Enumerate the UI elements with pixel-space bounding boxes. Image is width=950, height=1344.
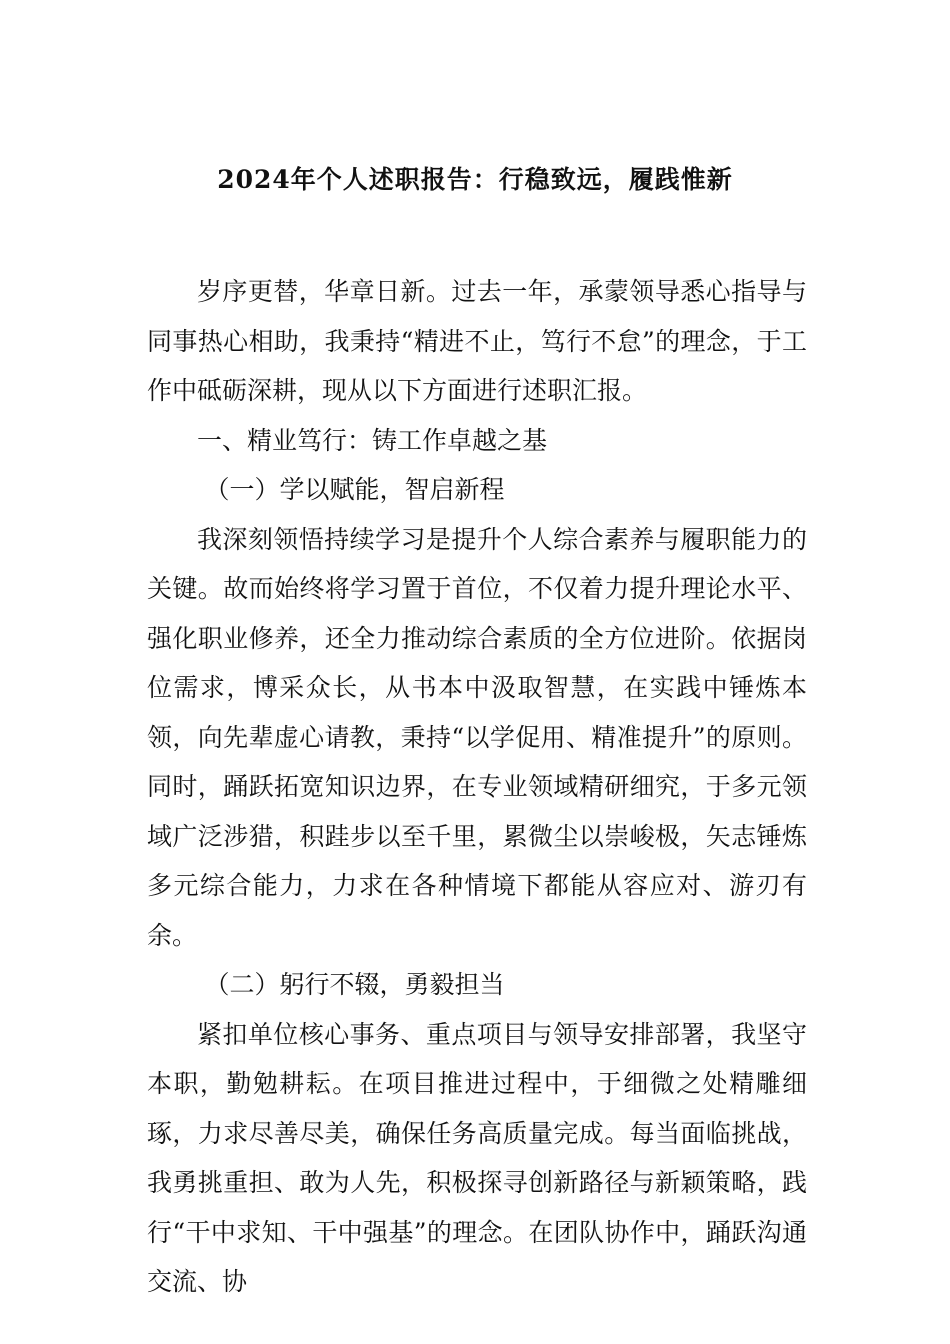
document-title: 2024年个人述职报告：行稳致远，履践惟新 xyxy=(217,165,733,194)
paragraph-intro: 岁序更替，华章日新。过去一年，承蒙领导悉心指导与同事热心相助，我秉持“精进不止，笃行不怠”的理念，于工作中砥砺深耕，现从以下方面进行述职汇报。 xyxy=(147,277,807,405)
subsection-heading-1-2: （二）躬行不辍，勇毅担当 xyxy=(204,970,505,999)
paragraph-learning: 我深刻领悟持续学习是提升个人综合素养与履职能力的关键。故而始终将学习置于首位，不仅着力提升理论水平、强化职业修养，还全力推动综合素质的全方位进阶。依据岗位需求，博采众长，从书本中汲取智慧，在实践中锤炼本领，向先辈虚心请教，秉持“以学促用、精准提升”的原则。同时，踊跃拓宽知识边界，在专业领域精研细究，于多元领域广泛涉猎，积跬步以至千里，累微尘以崇峻极，矢志锤炼多元综合能力，力求在各种情境下都能从容应对、游刃有余。 xyxy=(147,524,807,950)
subsection-heading-1-1: （一）学以赋能，智启新程 xyxy=(204,475,505,504)
document-body xyxy=(147,267,807,1307)
paragraph-practice: 紧扣单位核心事务、重点项目与领导安排部署，我坚守本职，勤勉耕耘。在项目推进过程中，于细微之处精雕细琢，力求尽善尽美，确保任务高质量完成。每当面临挑战，我勇挑重担、敢为人先，积极探寻创新路径与新颖策略，践行“干中求知、干中强基”的理念。在团队协作中，踊跃沟通交流、协 xyxy=(147,1019,807,1296)
section-heading-1: 一、精业笃行：铸工作卓越之基 xyxy=(197,425,548,455)
